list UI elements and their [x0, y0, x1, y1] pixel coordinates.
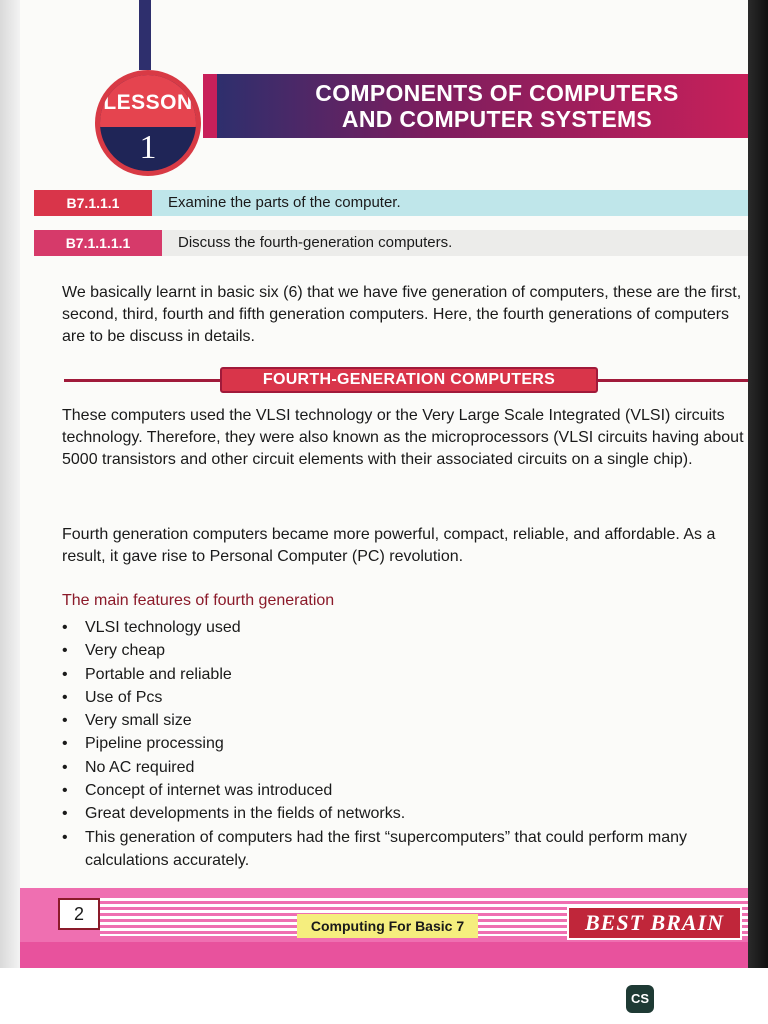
book-page	[20, 0, 748, 968]
objective-text-2: Discuss the fourth-generation computers.	[178, 234, 453, 251]
objective-text-1: Examine the parts of the computer.	[168, 194, 401, 211]
list-item: • Portable and reliable	[62, 665, 232, 683]
book-title: Computing For Basic 7	[297, 914, 478, 938]
chapter-title-line2: AND COMPUTER SYSTEMS	[341, 106, 653, 132]
list-item: • No AC required	[62, 758, 195, 776]
chapter-title-banner	[217, 74, 748, 138]
book-edge-right	[748, 0, 768, 968]
badge-ribbon	[139, 0, 151, 70]
section-heading: FOURTH-GENERATION COMPUTERS	[220, 367, 598, 393]
list-item: • This generation of computers had the first “supercomputers” that could perform many calculations accurately.	[62, 828, 688, 869]
intro-paragraph: We basically learnt in basic six (6) that we have five generation of computers, these are the first, second, third, fourth and fifth generation computers. Here, the fourth generations of computers are to be discuss in details.	[62, 284, 742, 345]
objective-code-2: B7.1.1.1.1	[34, 230, 162, 256]
publisher-brand: BEST BRAIN	[567, 906, 742, 940]
lesson-label: LESSON	[103, 91, 193, 114]
objective-row-1	[34, 190, 748, 216]
list-item: • Very cheap	[62, 642, 166, 660]
camscanner-logo: CS	[626, 985, 654, 1013]
features-heading: The main features of fourth generation	[62, 592, 335, 609]
list-item: • Very small size	[62, 712, 192, 730]
paragraph-vlsi: These computers used the VLSI technology or the Very Large Scale Integrated (VLSI) circuits technology. Therefore, they were also known as the microprocessors (VLSI circuits having about 5000 transistors and other circuit elements with their associated circuits on a single chip).	[62, 407, 744, 468]
paragraph-pc-revolution: Fourth generation computers became more powerful, compact, reliable, and affordable. As a result, it gave rise to Personal Computer (PC) revolution.	[62, 526, 716, 565]
list-item: • Pipeline processing	[62, 735, 224, 753]
features-list	[62, 616, 735, 872]
list-item: • Great developments in the fields of networks.	[62, 805, 406, 823]
page-number: 2	[58, 898, 100, 930]
lesson-badge	[95, 70, 201, 176]
footer-band	[20, 942, 748, 968]
book-spine-left	[0, 0, 20, 968]
list-item: • Use of Pcs	[62, 688, 163, 706]
list-item: • Concept of internet was introduced	[62, 782, 333, 800]
chapter-title	[247, 80, 747, 132]
lesson-number: 1	[139, 129, 157, 166]
list-item: • VLSI technology used	[62, 619, 241, 636]
chapter-title-line1: COMPONENTS OF COMPUTERS	[315, 80, 679, 106]
objective-row-2	[34, 230, 748, 256]
objective-code-1: B7.1.1.1	[34, 190, 152, 216]
